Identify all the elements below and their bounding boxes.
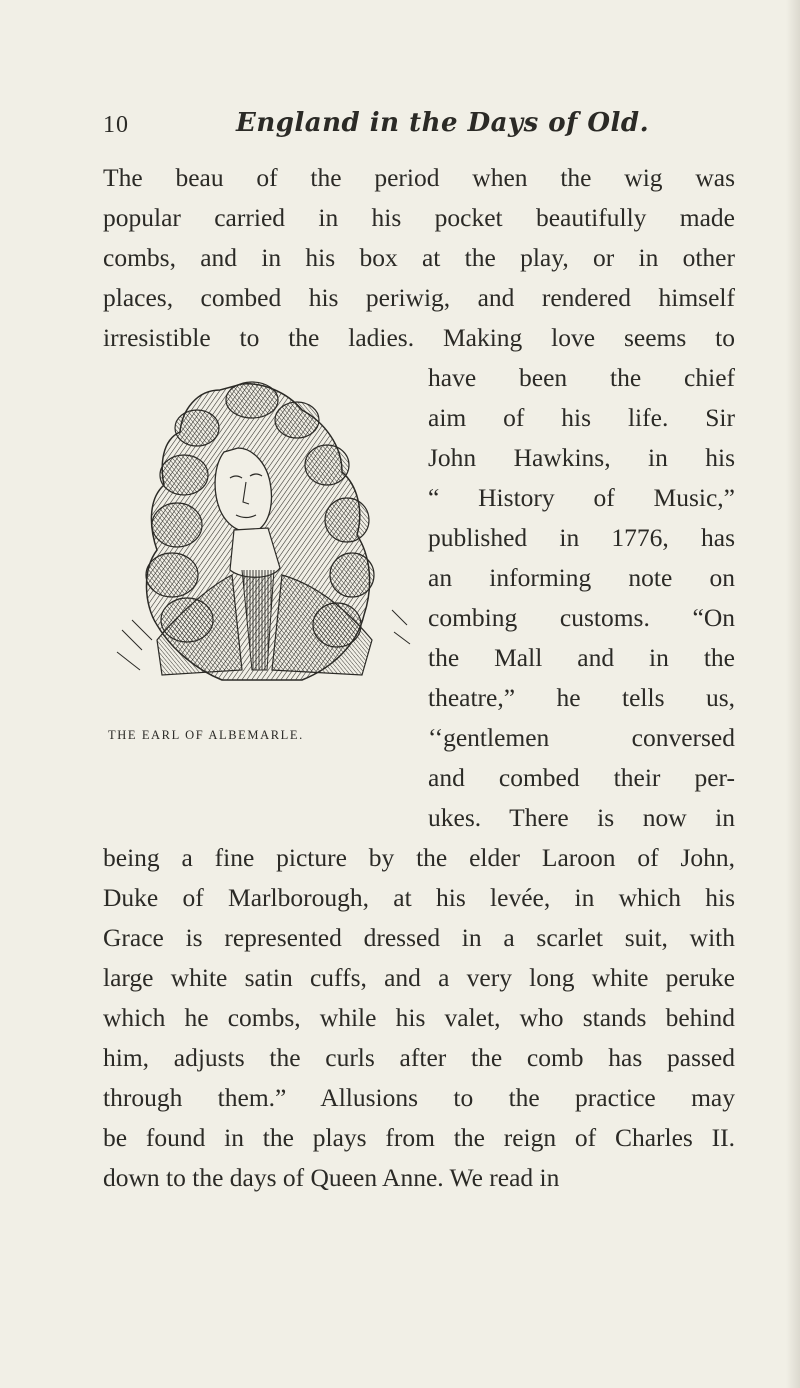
text-line: have been the chief xyxy=(428,363,735,392)
text-line: and combed their per- xyxy=(428,763,735,792)
text-line: ‘‘gentlemen conversed xyxy=(428,723,735,752)
page-number: 10 xyxy=(103,112,129,138)
text-line: ukes. There is now in xyxy=(428,803,735,832)
text-line: combs, and in his box at the play, or in other xyxy=(103,243,735,272)
text-line: him, adjusts the curls after the comb has passed xyxy=(103,1043,735,1072)
text-line: theatre,” he tells us, xyxy=(428,683,735,712)
text-line: popular carried in his pocket beautifully made xyxy=(103,203,735,232)
text-line: the Mall and in the xyxy=(428,643,735,672)
text-line: through them.” Allusions to the practice may xyxy=(103,1083,735,1112)
text-line: large white satin cuffs, and a very long white peruke xyxy=(103,963,735,992)
text-line: aim of his life. Sir xyxy=(428,403,735,432)
portrait-engraving xyxy=(102,370,422,700)
text-line: published in 1776, has xyxy=(428,523,735,552)
text-line: be found in the plays from the reign of Charles II. xyxy=(103,1123,735,1152)
page-edge-shadow xyxy=(786,0,800,1388)
text-line: down to the days of Queen Anne. We read in xyxy=(103,1163,560,1192)
text-line: “ History of Music,” xyxy=(428,483,735,512)
text-line: Grace is represented dressed in a scarlet suit, with xyxy=(103,923,735,952)
running-head: England in the Days of Old. xyxy=(236,108,650,138)
text-line: combing customs. “On xyxy=(428,603,735,632)
text-line: John Hawkins, in his xyxy=(428,443,735,472)
text-line: Duke of Marlborough, at his levée, in which his xyxy=(103,883,735,912)
text-line: being a fine picture by the elder Laroon of John, xyxy=(103,843,735,872)
text-line: which he combs, while his valet, who stands behind xyxy=(103,1003,735,1032)
text-line: The beau of the period when the wig was xyxy=(103,163,735,192)
page-header xyxy=(0,108,800,148)
text-line: an informing note on xyxy=(428,563,735,592)
figure-caption: THE EARL OF ALBEMARLE. xyxy=(108,728,304,742)
text-line: irresistible to the ladies. Making love seems to xyxy=(103,323,735,352)
text-line: places, combed his periwig, and rendered himself xyxy=(103,283,735,312)
